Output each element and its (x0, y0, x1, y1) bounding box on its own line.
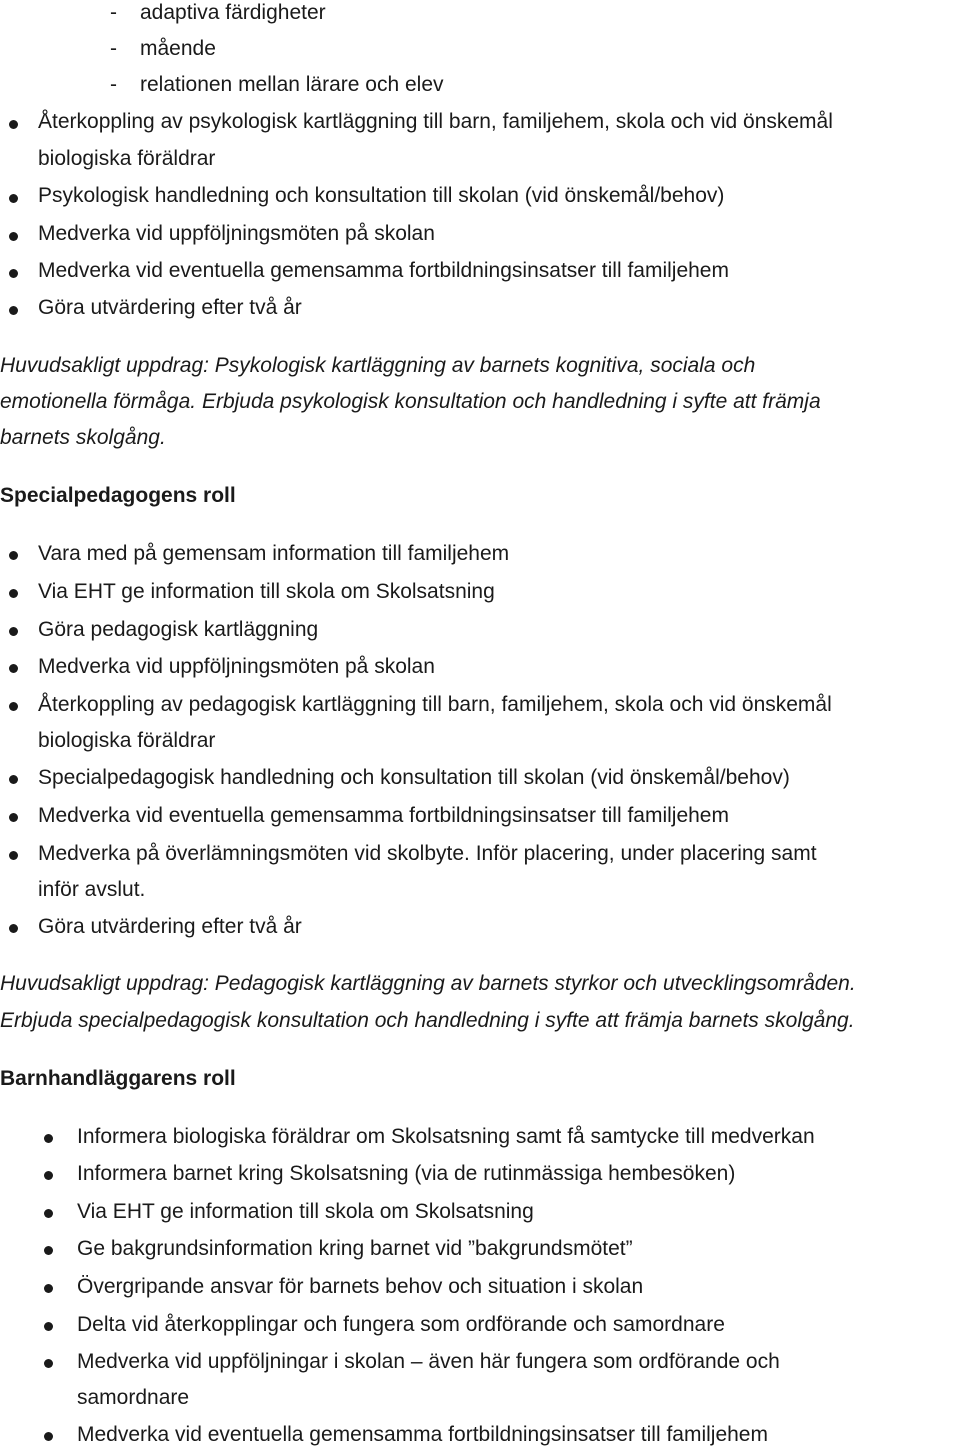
special-list-item: Via EHT ge information till skola om Skolsatsning (38, 580, 495, 603)
bullet-icon (9, 589, 18, 598)
bullet-icon (9, 664, 18, 673)
bullet-icon (9, 232, 18, 241)
bullet-icon (44, 1134, 53, 1143)
section-heading-special: Specialpedagogens roll (0, 484, 236, 507)
bullet-icon (44, 1284, 53, 1293)
bullet-icon (44, 1246, 53, 1255)
bullet-icon (44, 1322, 53, 1331)
psych-mission-line: Huvudsakligt uppdrag: Psykologisk kartläggning av barnets kognitiva, sociala och (0, 354, 756, 377)
special-mission-line: Huvudsakligt uppdrag: Pedagogisk kartläggning av barnets styrkor och utvecklingsområden. (0, 972, 856, 995)
bullet-icon (9, 627, 18, 636)
bullet-icon (9, 306, 18, 315)
special-list-item: Göra utvärdering efter två år (38, 915, 302, 938)
bullet-icon (9, 813, 18, 822)
psych-list-item-continuation: biologiska föräldrar (38, 147, 216, 170)
bullet-icon (44, 1209, 53, 1218)
bullet-icon (9, 194, 18, 203)
caseworker-list-item: Medverka vid uppföljningar i skolan – även här fungera som ordförande och (77, 1350, 780, 1373)
special-list-item: Vara med på gemensam information till familjehem (38, 542, 510, 565)
bullet-icon (9, 924, 18, 933)
caseworker-list-item: Medverka vid eventuella gemensamma fortbildningsinsatser till familjehem (77, 1423, 768, 1446)
caseworker-list-item-continuation: samordnare (77, 1386, 190, 1409)
caseworker-list-item: Via EHT ge information till skola om Skolsatsning (77, 1200, 534, 1223)
bullet-icon (44, 1432, 53, 1441)
bullet-icon (9, 851, 18, 860)
dash-item-text: mående (140, 37, 216, 60)
bullet-icon (44, 1359, 53, 1368)
special-list-item: Medverka vid uppföljningsmöten på skolan (38, 655, 435, 678)
bullet-icon (9, 551, 18, 560)
bullet-icon (9, 269, 18, 278)
bullet-icon (9, 702, 18, 711)
psych-list-item: Medverka vid uppföljningsmöten på skolan (38, 222, 435, 245)
dash-marker: - (110, 1, 117, 24)
special-list-item: Återkoppling av pedagogisk kartläggning till barn, familjehem, skola och vid önskemål (38, 693, 832, 716)
psych-list-item: Psykologisk handledning och konsultation till skolan (vid önskemål/behov) (38, 184, 725, 207)
caseworker-list-item: Övergripande ansvar för barnets behov och situation i skolan (77, 1275, 644, 1298)
bullet-icon (44, 1171, 53, 1180)
section-heading-caseworker: Barnhandläggarens roll (0, 1067, 236, 1090)
psych-list-item: Medverka vid eventuella gemensamma fortbildningsinsatser till familjehem (38, 259, 729, 282)
caseworker-list-item: Informera barnet kring Skolsatsning (via de rutinmässiga hembesöken) (77, 1162, 736, 1185)
psych-list-item: Göra utvärdering efter två år (38, 296, 302, 319)
special-list-item-continuation: biologiska föräldrar (38, 729, 216, 752)
caseworker-list-item: Delta vid återkopplingar och fungera som ordförande och samordnare (77, 1313, 725, 1336)
bullet-icon (9, 120, 18, 129)
special-mission-line: Erbjuda specialpedagogisk konsultation och handledning i syfte att främja barnets skolgång. (0, 1009, 855, 1032)
dash-item-text: relationen mellan lärare och elev (140, 73, 444, 96)
caseworker-list-item: Informera biologiska föräldrar om Skolsatsning samt få samtycke till medverkan (77, 1125, 815, 1148)
special-list-item: Göra pedagogisk kartläggning (38, 618, 319, 641)
dash-item-text: adaptiva färdigheter (140, 1, 326, 24)
caseworker-list-item: Ge bakgrundsinformation kring barnet vid ”bakgrundsmötet” (77, 1237, 633, 1260)
dash-marker: - (110, 73, 117, 96)
psych-list-item: Återkoppling av psykologisk kartläggning till barn, familjehem, skola och vid önskemål (38, 110, 833, 133)
bullet-icon (9, 775, 18, 784)
dash-list-item (110, 30, 216, 67)
dash-list-item (110, 0, 326, 31)
psych-mission-line: emotionella förmåga. Erbjuda psykologisk konsultation och handledning i syfte att främja (0, 390, 821, 413)
psych-mission-line: barnets skolgång. (0, 426, 166, 449)
dash-list-item (110, 66, 444, 103)
special-list-item: Specialpedagogisk handledning och konsultation till skolan (vid önskemål/behov) (38, 766, 790, 789)
special-list-item: Medverka vid eventuella gemensamma fortbildningsinsatser till familjehem (38, 804, 729, 827)
special-list-item: Medverka på överlämningsmöten vid skolbyte. Inför placering, under placering samt (38, 842, 817, 865)
special-list-item-continuation: inför avslut. (38, 878, 146, 901)
dash-marker: - (110, 37, 117, 60)
